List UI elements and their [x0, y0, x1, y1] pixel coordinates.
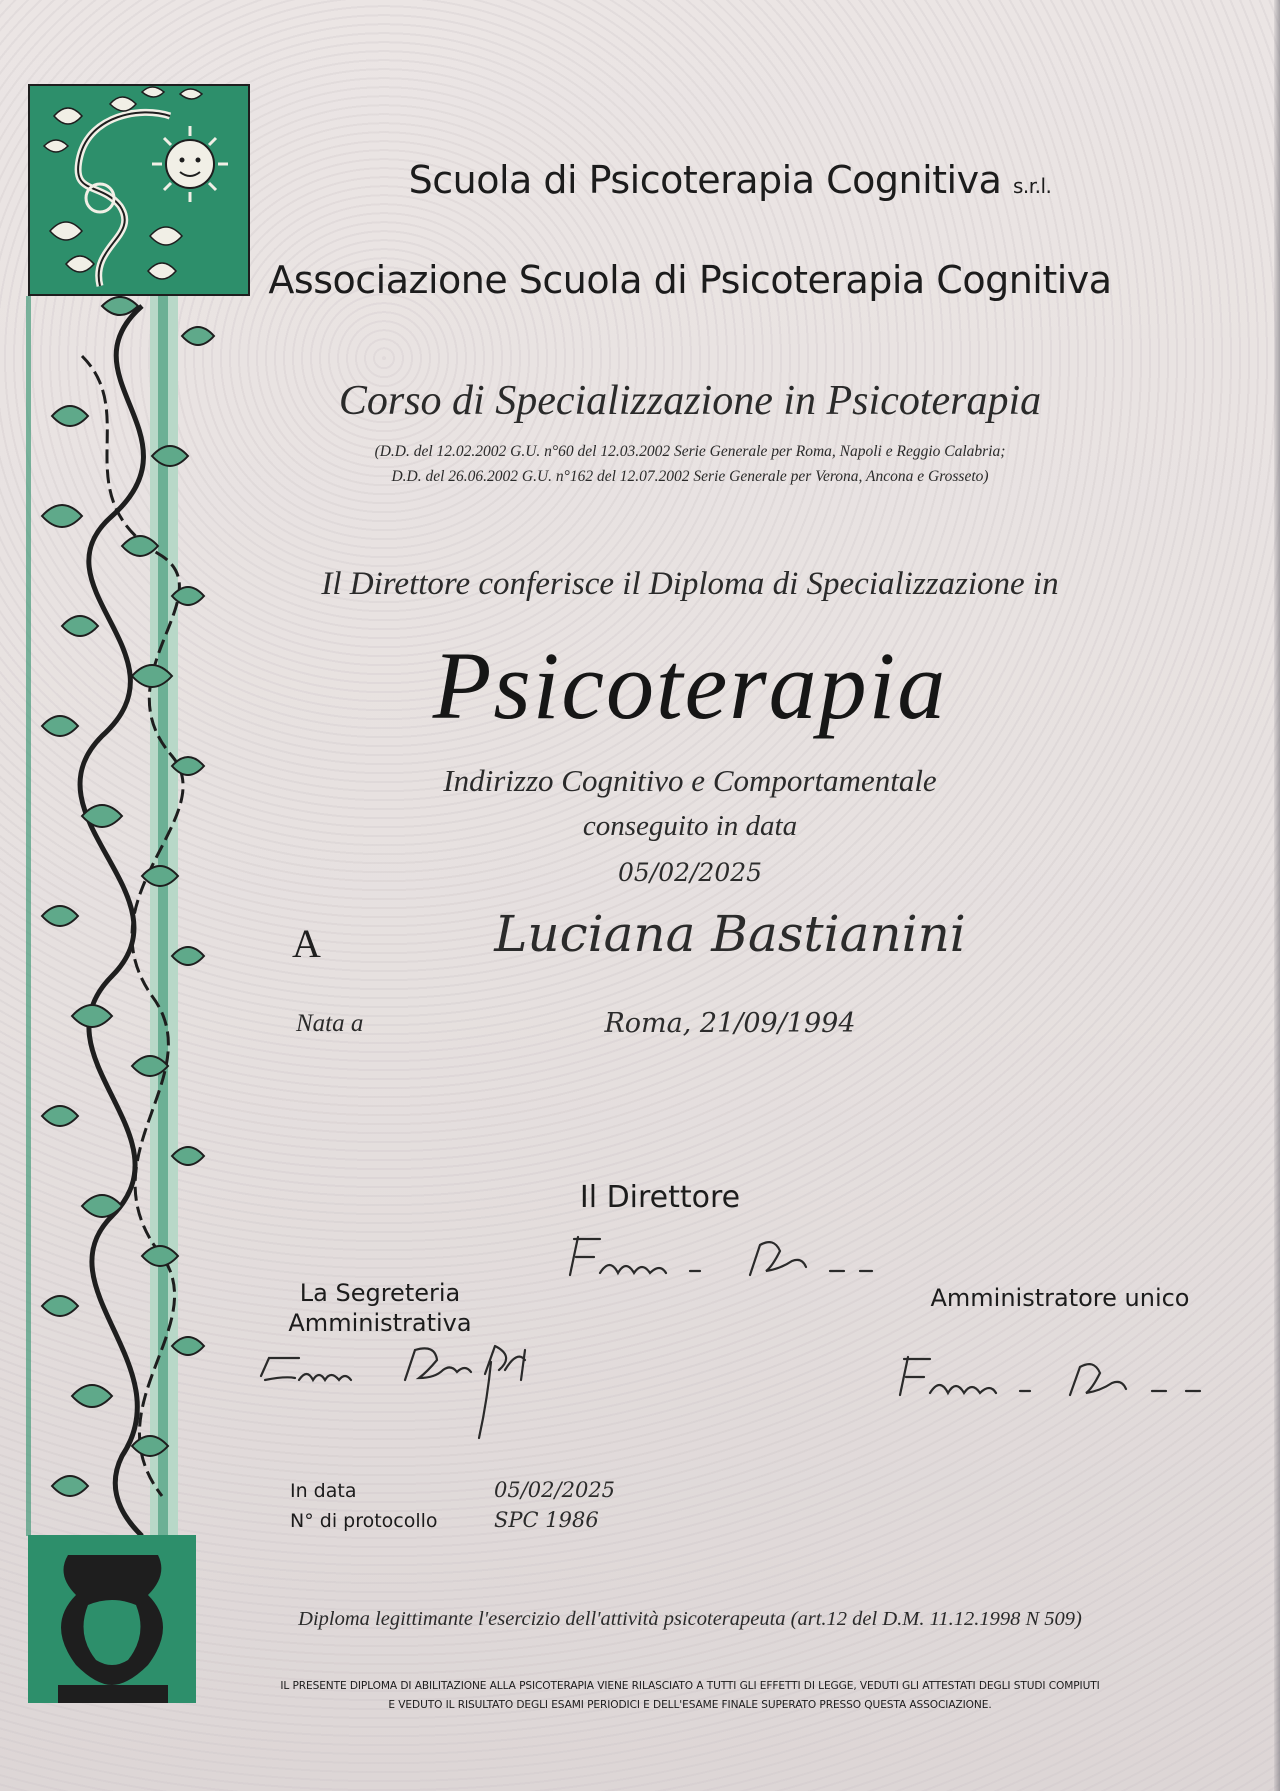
organization-name-text: Scuola di Psicoterapia Cognitiva	[408, 158, 1002, 202]
organization-name	[300, 158, 1160, 202]
legal-notice-line-1: IL PRESENTE DIPLOMA DI ABILITAZIONE ALLA PSICOTERAPIA VIENE RILASCIATO A TUTTI GLI EFFETTI DI LEGGE, VEDUTI GLI ATTESTATI DEGLI STUDI COMPIUTI	[280, 1680, 1100, 1692]
decree-line-2: D.D. del 26.06.2002 G.U. n°162 del 12.07.2002 Serie Generale per Verona, Ancona e Grosseto)	[391, 468, 989, 485]
protocol-label: N° di protocollo	[290, 1510, 438, 1532]
obtained-label: conseguito in data	[582, 810, 798, 842]
birth-place-date: Roma, 21/09/1994	[604, 1008, 856, 1039]
obtained-date: 05/02/2025	[617, 858, 763, 887]
vine-decoration	[22, 296, 237, 1536]
administrator-signature	[890, 1345, 1250, 1415]
recipient-name: Luciana Bastianini	[494, 905, 966, 963]
secretariat-title: La Segreteria Amministrativa	[288, 1279, 472, 1337]
director-signature	[560, 1225, 920, 1295]
urn-decoration	[28, 1535, 196, 1703]
director-title: Il Direttore	[579, 1180, 741, 1215]
protocol-value: SPC 1986	[494, 1508, 599, 1532]
organization-suffix: s.r.l.	[1012, 174, 1052, 198]
secretariat-signature	[255, 1340, 585, 1450]
administrator-title: Amministratore unico	[930, 1284, 1190, 1312]
specialization-address: Indirizzo Cognitivo e Comportamentale	[443, 763, 937, 798]
legal-notice-line-2: E VEDUTO IL RISULTATO DEGLI ESAMI PERIODICI E DELL'ESAME FINALE SUPERATO PRESSO QUESTA ASSOCIAZIONE.	[388, 1699, 992, 1711]
legitimation-note: Diploma legittimante l'esercizio dell'attività psicoterapeuta (art.12 del D.M. 11.12.1998 N 509)	[298, 1608, 1082, 1630]
recipient-prefix: A	[292, 921, 321, 966]
school-logo	[28, 84, 250, 296]
issue-date-label: In data	[290, 1480, 357, 1502]
decree-line-1: (D.D. del 12.02.2002 G.U. n°60 del 12.03.2002 Serie Generale per Roma, Napoli e Reggio Calabria;	[374, 443, 1006, 460]
confers-statement: Il Direttore conferisce il Diploma di Specializzazione in	[321, 566, 1059, 602]
discipline-title: Psicoterapia	[432, 632, 948, 739]
sun-icon	[152, 126, 228, 202]
association-name: Associazione Scuola di Psicoterapia Cognitiva	[268, 258, 1112, 302]
born-label: Nata a	[296, 1010, 364, 1037]
course-title: Corso di Specializzazione in Psicoterapia	[338, 378, 1042, 424]
issue-date-value: 05/02/2025	[494, 1478, 616, 1502]
